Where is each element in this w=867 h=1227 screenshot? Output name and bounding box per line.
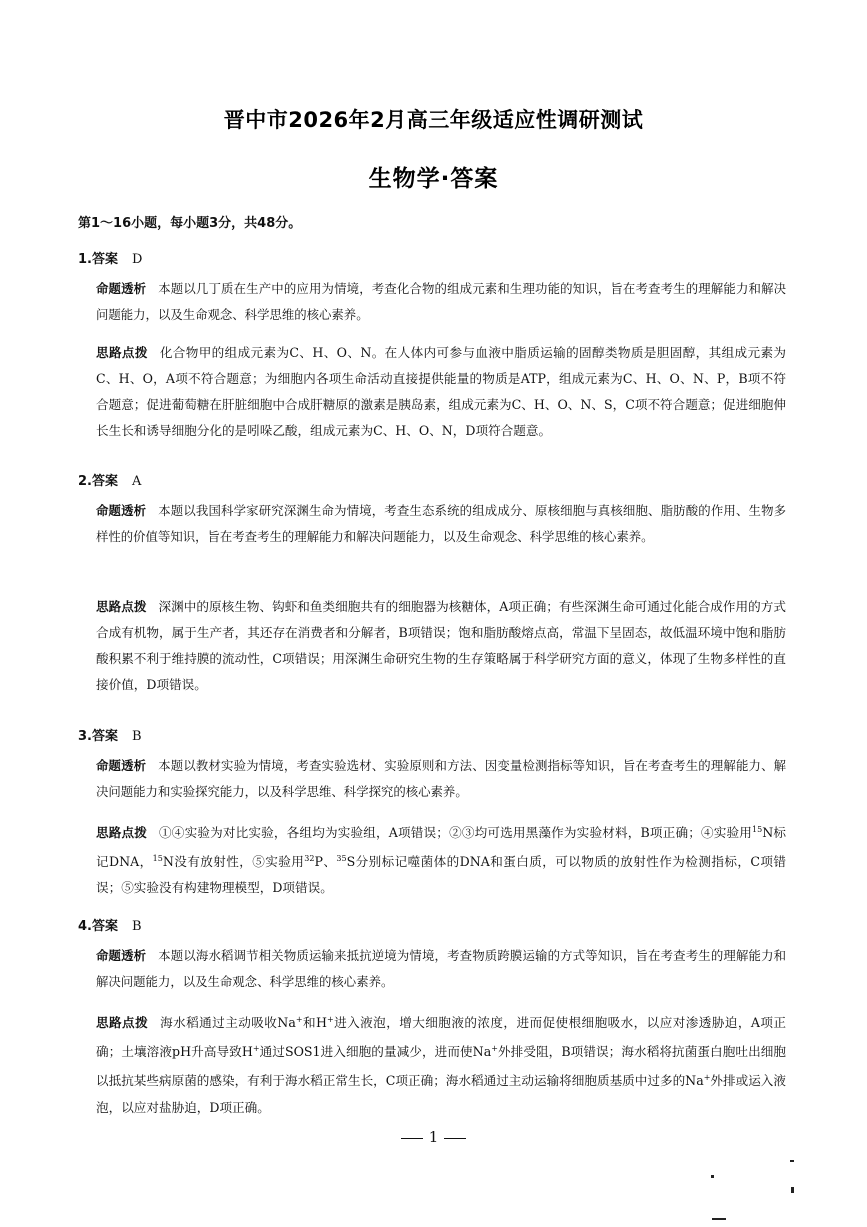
dash-left (401, 1138, 423, 1139)
q2-analysis (96, 498, 786, 550)
q3-superscript: 35 (336, 854, 347, 864)
exam-title: 晋中市2026年2月高三年级适应性调研测试 (223, 108, 644, 132)
q3-answer: B (132, 729, 142, 744)
scan-mark (711, 1175, 714, 1178)
q4-answer-line (78, 915, 142, 934)
q4-analysis (96, 943, 786, 995)
answer-label: 答案 (91, 919, 118, 934)
q4-superscript: + (491, 1044, 498, 1054)
section-intro: 第1～16小题，每小题3分，共48分。 (78, 216, 302, 231)
q3-superscript: 15 (152, 854, 163, 864)
scan-mark (790, 1160, 794, 1162)
q1-hint (96, 340, 786, 444)
answer-label: 答案 (91, 474, 118, 489)
q2-analysis-text: 本题以我国科学家研究深渊生命为情境，考查生态系统的组成成分、原核细胞与真核细胞、脂肪酸的作用、生物多样性的价值等知识，旨在考查考生的理解能力和解决问题能力，以及生命观念、科学思维的核心素养。 (96, 503, 787, 544)
q3-hint (96, 817, 786, 901)
answer-label: 答案 (91, 252, 118, 267)
q3-analysis-text: 本题以教材实验为情境，考查实验选材、实验原则和方法、因变量检测指标等知识，旨在考查考生的理解能力、解决问题能力和实验探究能力，以及科学思维、科学探究的核心素养。 (96, 758, 787, 799)
exam-subtitle: 生物学·答案 (368, 166, 499, 192)
answer-label: 答案 (91, 729, 118, 744)
q4-superscript: + (295, 1015, 303, 1024)
analysis-label: 命题透析 (96, 948, 147, 963)
q4-number: 4. (78, 919, 92, 934)
hint-label: 思路点拨 (96, 1015, 149, 1031)
q2-answer: A (132, 474, 142, 489)
q4-answer: B (132, 919, 142, 934)
analysis-label: 命题透析 (96, 503, 147, 518)
analysis-label: 命题透析 (96, 281, 147, 296)
q3-hint-text-e: S分别标记噬菌体的DNA和蛋白质，可以物质的放射性作为检测指标，C项错误；⑤实验没有构建物理模型，D项错误。 (96, 854, 786, 896)
q4-hint-text-a: 海水稻通过主动吸收Na (160, 1015, 296, 1031)
q3-hint-text-c: N没有放射性，⑤实验用 (162, 854, 305, 870)
hint-label: 思路点拨 (96, 825, 148, 841)
q1-number: 1. (78, 252, 92, 267)
q4-hint-text-e: 外排受阻，B项错误；海水稻将抗菌蛋白胞吐出细胞以抵抗某些病原菌的感染，有利于海水稻正常生长，C项正确；海水稻通过主动运输将细胞质基质中过多的Na (96, 1044, 786, 1089)
q4-hint-text-f: 外排或运入液泡，以应对盐胁迫，D项正确。 (96, 1073, 786, 1115)
hint-label: 思路点拨 (96, 345, 148, 360)
q1-analysis (96, 276, 786, 328)
q3-superscript: 15 (752, 825, 763, 834)
scan-mark (791, 1187, 794, 1193)
q2-hint (96, 594, 786, 698)
q4-analysis-text: 本题以海水稻调节相关物质运输来抵抗逆境为情境，考查物质跨膜运输的方式等知识，旨在考查考生的理解能力和解决问题能力，以及生命观念、科学思维的核心素养。 (96, 948, 787, 989)
q2-hint-text: 深渊中的原核生物、钩虾和鱼类细胞共有的细胞器为核糖体，A项正确；有些深渊生命可通过化能合成作用的方式合成有机物，属于生产者，其还存在消费者和分解者，B项错误；饱和脂肪酸熔点高，常温下呈固态，故低温环境中饱和脂肪酸积累不利于维持膜的流动性，C项错误；用深渊生命研究生物的生存策略属于科学研究方面的意义，体现了生物多样性的直接价值，D项错误。 (96, 599, 786, 692)
analysis-label: 命题透析 (96, 758, 147, 773)
q3-hint-text-d: P、 (314, 854, 337, 870)
q4-superscript: + (326, 1015, 334, 1024)
q2-answer-line (78, 470, 141, 489)
q4-superscript: + (252, 1044, 260, 1054)
q3-analysis (96, 753, 786, 805)
q4-hint-text-c: 进入液泡，增大细胞液的浓度，进而促使根细胞吸水，以应对渗透胁迫，A项正确；土壤溶液pH升高导致H (96, 1015, 786, 1060)
scan-mark (712, 1218, 726, 1220)
q3-number: 3. (78, 729, 92, 744)
q4-superscript: + (703, 1073, 711, 1083)
q3-hint-text-a: ①④实验为对比实验，各组均为实验组，A项错误；②③均可选用黑藻作为实验材料，B项正确；④实验用 (159, 825, 753, 841)
q3-superscript: 32 (304, 854, 315, 864)
q3-hint-text-b: N标记DNA， (96, 825, 786, 870)
q2-number: 2. (78, 474, 92, 489)
q4-hint-text-d: 通过SOS1进入细胞的量减少，进而使Na (259, 1044, 492, 1060)
page-number-text: 1 (428, 1128, 439, 1146)
hint-label: 思路点拨 (96, 599, 147, 614)
q1-answer-line (78, 248, 142, 267)
q3-answer-line (78, 725, 142, 744)
q1-hint-text: 化合物甲的组成元素为C、H、O、N。在人体内可参与血液中脂质运输的固醇类物质是胆固醇，其组成元素为C、H、O，A项不符合题意；为细胞内各项生命活动直接提供能量的物质是ATP，组成元素为C、H、O、N、P，B项不符合题意；促进葡萄糖在肝脏细胞中合成肝糖原的激素是胰岛素，组成元素为C、H、O、N、S，C项不符合题意；促进细胞伸长生长和诱导细胞分化的是吲哚乙酸，组成元素为C、H、O、N，D项符合题意。 (96, 345, 787, 438)
q4-hint (96, 1007, 786, 1121)
q1-answer: D (132, 252, 143, 267)
q4-hint-text-b: 和H (302, 1015, 327, 1031)
dash-right (444, 1138, 466, 1139)
q1-analysis-text: 本题以几丁质在生产中的应用为情境，考查化合物的组成元素和生理功能的知识，旨在考查考生的理解能力和解决问题能力，以及生命观念、科学思维的核心素养。 (96, 281, 787, 322)
page-number (0, 1128, 867, 1146)
